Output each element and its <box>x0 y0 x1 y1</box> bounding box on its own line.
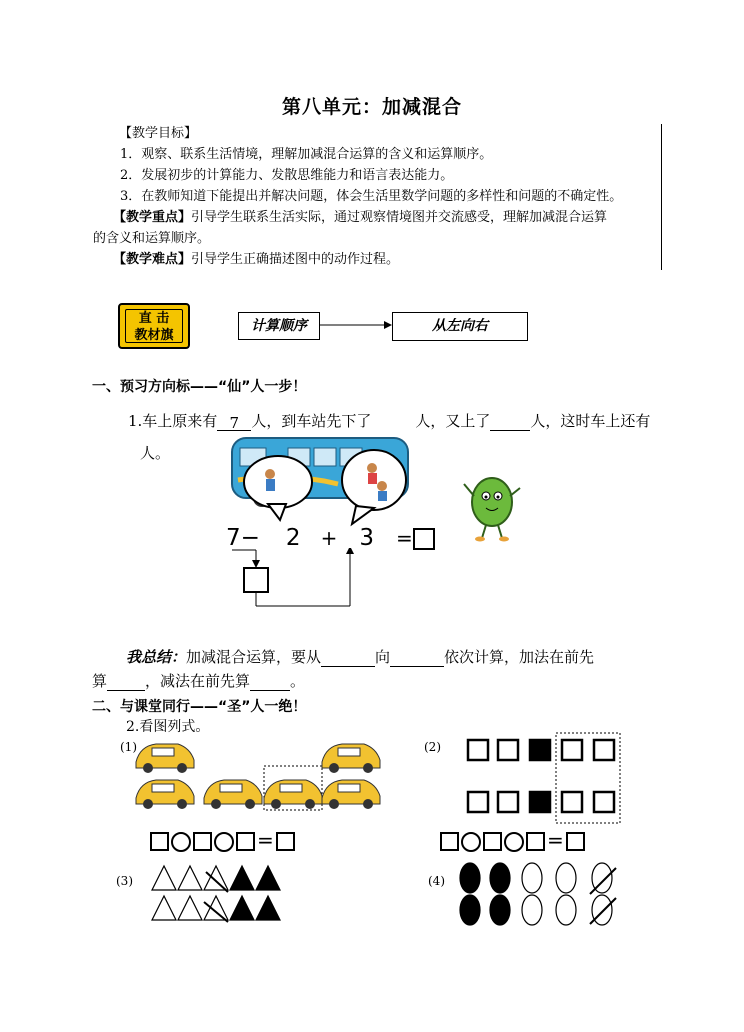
answer-box[interactable] <box>193 832 212 851</box>
eq-number-1: 7 <box>226 525 241 551</box>
difficulty-text: 引导学生正确描述图中的动作过程。 <box>191 252 400 267</box>
summary-line-2 <box>92 670 305 691</box>
q1-text-d: 人，这时车上还有 <box>530 412 651 430</box>
taxi-icon <box>322 780 380 809</box>
page-title: 第八单元：加减混合 <box>281 96 462 118</box>
q1-text-a: 1.车上原来有 <box>128 412 218 430</box>
q1-text-c: 人，又上了 <box>415 412 491 430</box>
summary-text-f: 。 <box>290 672 306 690</box>
objectives-block <box>93 123 661 270</box>
q1-text-b: 人，到车站先下了 <box>251 412 372 430</box>
flow-box-right: 从左向右 <box>392 312 528 341</box>
summary-text-e: ，减法在前先算 <box>145 672 251 690</box>
leaf-mascot <box>462 470 524 544</box>
eq-plus: + <box>320 526 338 550</box>
summary-line-1 <box>126 646 594 667</box>
eq-number-2: 2 <box>285 525 301 551</box>
taxi-group <box>132 736 382 812</box>
squares-figure <box>464 732 624 826</box>
triangles-figure <box>148 862 288 924</box>
taxi-icon <box>264 780 322 809</box>
answer-box[interactable] <box>150 832 169 851</box>
summary-blank-from <box>321 650 375 667</box>
summary-label: 我总结： <box>126 648 187 666</box>
summary-blank-sub <box>250 674 290 691</box>
summary-text-c: 依次计算，加法在前先 <box>444 648 595 666</box>
operator-circle[interactable] <box>504 832 524 852</box>
summary-text-a: 加减混合运算，要从 <box>186 648 322 666</box>
answer-box[interactable] <box>236 832 255 851</box>
operator-circle[interactable] <box>214 832 234 852</box>
problem-1-label: (1) <box>120 740 137 754</box>
eq-number-3: 3 <box>359 525 374 551</box>
key-point-text: 引导学生联系生活实际，通过观察情境图并交流感受，理解加减混合运算 <box>191 210 608 225</box>
bus-illustration <box>228 428 418 528</box>
taxi-icon <box>204 780 262 809</box>
summary-text-b: 向 <box>375 648 391 666</box>
equals-sign: = <box>547 828 564 852</box>
eq-equals: = <box>395 526 413 550</box>
objective-item: 2．发展初步的计算能力、发散思维能力和语言表达能力。 <box>120 168 454 183</box>
answer-box[interactable] <box>566 832 585 851</box>
textbook-badge <box>118 303 190 349</box>
answer-box[interactable] <box>440 832 459 851</box>
flow-box-left: 计算顺序 <box>238 312 320 340</box>
order-diagram <box>226 548 366 610</box>
question-2-text: 2.看图列式。 <box>126 719 210 735</box>
taxi-icon <box>322 744 380 773</box>
q1-blank-on <box>490 414 530 431</box>
objective-item: 1．观察、联系生活情境，理解加减混合运算的含义和运算顺序。 <box>120 147 493 162</box>
flow-arrow <box>320 318 392 332</box>
problem-4-label: (4) <box>428 874 445 888</box>
answer-row-2 <box>440 828 587 852</box>
objective-item: 3．在教师知道下能提出并解决问题，体会生活里数学问题的多样性和问题的不确定性。 <box>120 189 623 204</box>
section1-heading: 一、预习方向标——“仙”人一步！ <box>92 379 307 395</box>
summary-blank-add <box>107 674 145 691</box>
badge-line-1: 直 击 <box>138 311 170 326</box>
objectives-heading: 【教学目标】 <box>119 126 198 141</box>
answer-row-1 <box>150 828 297 852</box>
ovals-figure <box>456 860 626 928</box>
section2-heading: 二、与课堂同行——“圣”人一绝！ <box>92 699 307 715</box>
problem-3-label: (3) <box>116 874 133 888</box>
objectives-right-rule <box>661 124 662 270</box>
key-point-text-2: 的含义和运算顺序。 <box>93 231 211 246</box>
answer-box[interactable] <box>276 832 295 851</box>
eq-answer-box[interactable] <box>413 528 435 550</box>
key-point-label: 【教学重点】 <box>113 210 192 225</box>
operator-circle[interactable] <box>461 832 481 852</box>
problem-2-label: (2) <box>424 740 441 754</box>
badge-line-2: 教材旗 <box>134 328 174 343</box>
q1-text-e: 人。 <box>140 444 171 462</box>
operator-circle[interactable] <box>171 832 191 852</box>
difficulty-label: 【教学难点】 <box>113 252 192 267</box>
equals-sign: = <box>257 828 274 852</box>
answer-box[interactable] <box>526 832 545 851</box>
summary-blank-to <box>390 650 444 667</box>
summary-text-d: 算 <box>92 672 108 690</box>
taxi-icon <box>136 744 194 773</box>
eq-minus: − <box>240 525 260 551</box>
answer-box[interactable] <box>483 832 502 851</box>
q1-answer-initial: 7 <box>217 414 251 431</box>
taxi-icon <box>136 780 194 809</box>
